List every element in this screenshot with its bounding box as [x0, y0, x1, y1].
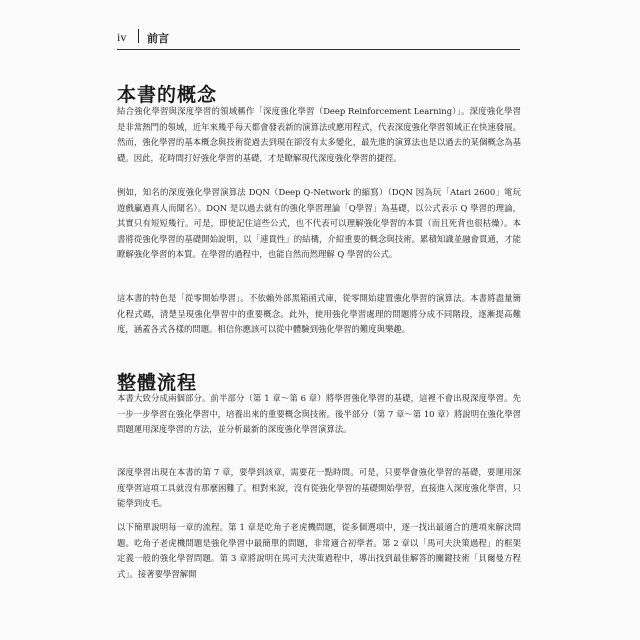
paragraph: 這本書的特色是「從零開始學習」。不依賴外部黑箱函式庫，從零開始建置強化學習的演算法。本書將盡量簡化程式碼，清楚呈現強化學習中的重要概念。此外，使用強化學習處理的問題將分成不同階段，逐漸提高難度，涵蓋各式各樣的問題。相信你應該可以從中體驗到強化學習的難度與樂趣。 [117, 293, 521, 335]
paragraph: 深度學習出現在本書的第 7 章，要學到該章，需要花一點時間。可是，只要學會強化學習的基礎，要運用深度學習這項工具就沒有那麼困難了。相對來說，沒有從強化學習的基礎開始學習，直接進入深度強化學習，只能學到皮毛。 [117, 467, 521, 509]
header-rule [117, 49, 520, 50]
paragraph: 以下簡單說明每一章的流程。第 1 章是吃角子老虎機問題，從多個選項中，逐一找出最適合的選項來解決問題。吃角子老虎機問題是強化學習中最簡單的問題，非常適合初學者。第 2 章以「馬可夫決策過程」的框架定義一般的強化學習問題。第 3 章將說明在馬可夫決策過程中，導出找到最佳解答的關鍵技術「貝爾曼方程式」。接著要學習解開 [117, 522, 521, 579]
section-heading-overall-flow: 整體流程 [117, 372, 198, 394]
chapter-title: 前言 [147, 33, 169, 45]
paragraph: 結合強化學習與深度學習的領域稱作「深度強化學習（Deep Reinforcement Learning）」。深度強化學習是非常熱門的領域，近年來幾乎每天都會發表新的演算法或應用程式，代表深度強化學習領域正在快速發展。然而，強化學習的基本概念與技術從過去到現在卻沒有太多變化，最先進的演算法也是以過去的某個概念為基礎。因此，花時間打好強化學習的基礎，才是瞭解現代深度強化學習的捷徑。 [117, 106, 521, 163]
running-header [117, 28, 519, 46]
page-number: iv [117, 30, 127, 44]
paragraph: 本書大致分成兩個部分。前半部分（第 1 章～第 6 章）將學習強化學習的基礎，這裡不會出現深度學習。先一步一步學習在強化學習中，培養出來的重要概念與技術。後半部分（第 7 章～第 10 章）將說明在強化學習問題運用深度學習的方法，並分析最新的深度強化學習演算法。 [117, 393, 521, 435]
header-separator [138, 29, 139, 43]
section-heading-concept: 本書的概念 [117, 84, 218, 106]
paragraph: 例如，知名的深度強化學習演算法 DQN（Deep Q-Network 的縮寫）（DQN 因為玩「Atari 2600」電玩遊戲贏過真人而聞名）。DQN 是以過去就有的強化學習理論「Q學習」為基礎，以公式表示 Q 學習的理論，其實只有短短幾行。可是，即使記住這些公式，也不代表可以理解強化學習的本質（而且死背也很枯燥）。本書將從強化學習的基礎開始說明，以「連貫性」的結構，介紹重要的概念與技術。累積知識並融會貫通，才能瞭解強化學習的本質。在學習的過程中，也能自然而然理解 Q 學習的公式。 [117, 187, 521, 260]
